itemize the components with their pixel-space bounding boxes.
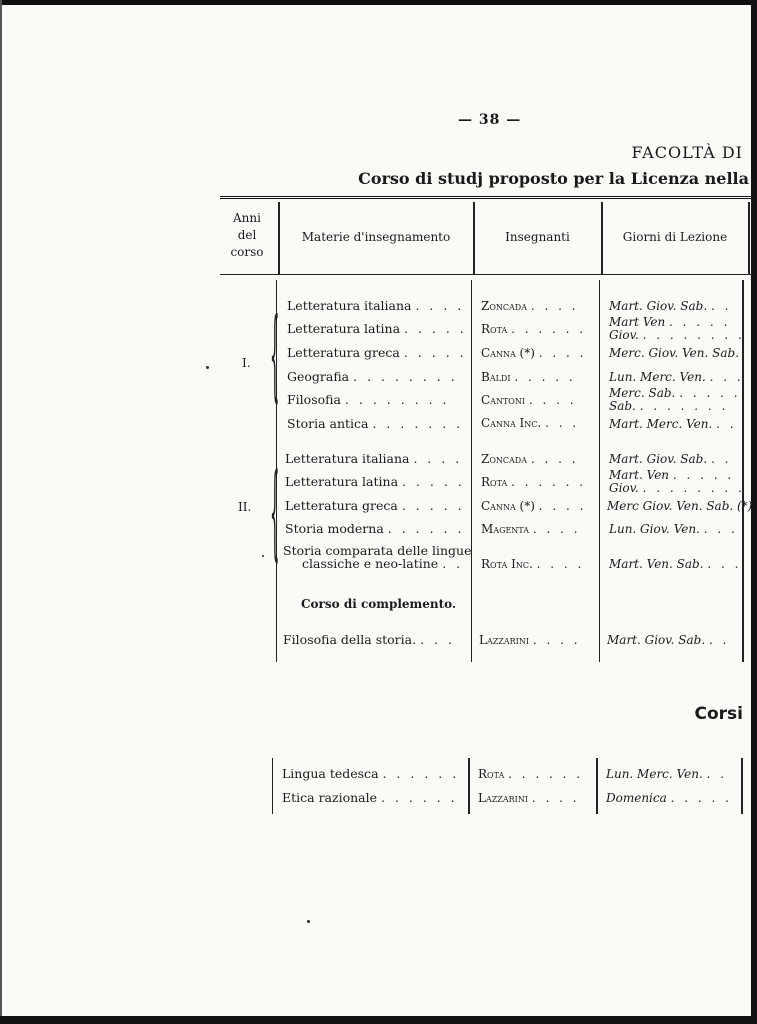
header-anni: Anni — [233, 211, 261, 225]
days: Lun. Giov. Ven. . . . — [609, 522, 738, 536]
teacher: Lazzarini . . . . — [479, 633, 581, 647]
lower-column-line-1 — [272, 758, 273, 814]
subject: Lingua tedesca . . . . . . — [282, 766, 460, 781]
corsi-heading: Corsi — [694, 704, 743, 724]
page-edge-left — [0, 0, 2, 1024]
days: Mart. Giov. Sab. . . — [607, 633, 730, 647]
subject: Letteratura italiana . . . . — [285, 451, 463, 466]
subject: Letteratura greca . . . . . — [285, 498, 465, 513]
header-insegnanti: Insegnanti — [505, 230, 570, 244]
header-bottom-rule — [220, 274, 752, 275]
lower-column-line-2 — [468, 758, 470, 814]
subject: Letteratura latina . . . . . — [285, 474, 465, 489]
teacher: Rota Inc. . . . . — [481, 557, 585, 571]
days: Lun. Merc. Ven. . . . — [609, 370, 744, 384]
days: Merc Giov. Ven. Sab. (*) — [607, 499, 753, 513]
teacher: Zoncada . . . . — [481, 452, 579, 466]
days-continued: Giov. . . . . . . . . — [609, 328, 745, 342]
year-second: II. — [238, 500, 252, 514]
faculty-title: FACOLTÀ DI — [631, 143, 743, 162]
subject: Filosofia . . . . . . . . — [287, 392, 450, 407]
year-second-brace: { — [270, 450, 280, 575]
days: Mart. Merc. Ven. . . — [609, 417, 737, 431]
days: Mart Ven . . . . . — [609, 315, 731, 329]
teacher: Rota . . . . . . — [481, 322, 587, 336]
subject: Letteratura greca . . . . . — [287, 345, 467, 360]
header-materie: Materie d'insegnamento — [301, 230, 451, 244]
column-line-2 — [471, 280, 472, 662]
page-edge-top — [0, 0, 757, 5]
column-line-3 — [599, 280, 600, 662]
days: Mart. Ven. Sab. . . . — [609, 557, 742, 571]
lower-column-line-3 — [596, 758, 598, 814]
year-first: I. — [242, 356, 251, 370]
page-number: — 38 — — [458, 112, 522, 128]
header-divider-4 — [748, 202, 750, 274]
subject: Letteratura italiana . . . . — [287, 298, 465, 313]
header-giorni: Giorni di Lezione — [622, 230, 728, 244]
days: Lun. Merc. Ven. . . — [606, 767, 728, 781]
days-continued: Sab. . . . . . . . — [609, 399, 729, 413]
teacher: Cantoni . . . . — [481, 393, 577, 407]
scan-speck — [262, 555, 264, 557]
days: Mart. Ven . . . . . — [609, 468, 735, 482]
header-del: del — [237, 228, 257, 242]
teacher: Baldi . . . . . — [481, 370, 576, 384]
subject: Letteratura latina . . . . . — [287, 321, 467, 336]
teacher: Rota . . . . . . — [478, 767, 584, 781]
subject: Storia moderna . . . . . . — [285, 521, 465, 536]
year-first-brace: { — [270, 296, 280, 415]
teacher: Lazzarini . . . . — [478, 791, 580, 805]
days: Mart. Giov. Sab. . . — [609, 452, 732, 466]
scan-speck — [307, 920, 310, 923]
teacher: Canna (*) . . . . — [481, 499, 587, 513]
teacher: Rota . . . . . . — [481, 475, 587, 489]
lower-column-line-4 — [741, 758, 743, 814]
header-corso: corso — [230, 245, 264, 259]
subject: Geografia . . . . . . . . — [287, 369, 458, 384]
scan-speck — [206, 366, 209, 369]
teacher: Zoncada . . . . — [481, 299, 579, 313]
subject: Storia comparata delle lingue — [283, 543, 472, 558]
table-top-rule — [220, 196, 752, 199]
complement-heading: Corso di complemento. — [301, 597, 457, 611]
days: Merc. Giov. Ven. Sab. — [609, 346, 740, 360]
subject: Storia antica . . . . . . . — [287, 416, 464, 431]
days: Mart. Giov. Sab. . . — [609, 299, 732, 313]
teacher: Magenta . . . . — [481, 522, 581, 536]
subject: Filosofia della storia. . . . — [283, 632, 455, 647]
teacher: Canna Inc. . . . — [481, 416, 580, 430]
page-edge-bottom — [0, 1016, 757, 1024]
days: Domenica . . . . . — [606, 791, 732, 805]
subject: Etica razionale . . . . . . — [282, 790, 458, 805]
days: Merc. Sab. . . . . . — [609, 386, 741, 400]
days-continued: Giov. . . . . . . . . — [609, 481, 745, 495]
table-subtitle: Corso di studj proposto per la Licenza nella — [358, 169, 749, 188]
teacher: Canna (*) . . . . — [481, 346, 587, 360]
subject-continued: classiche e neo-latine . . — [302, 556, 464, 571]
